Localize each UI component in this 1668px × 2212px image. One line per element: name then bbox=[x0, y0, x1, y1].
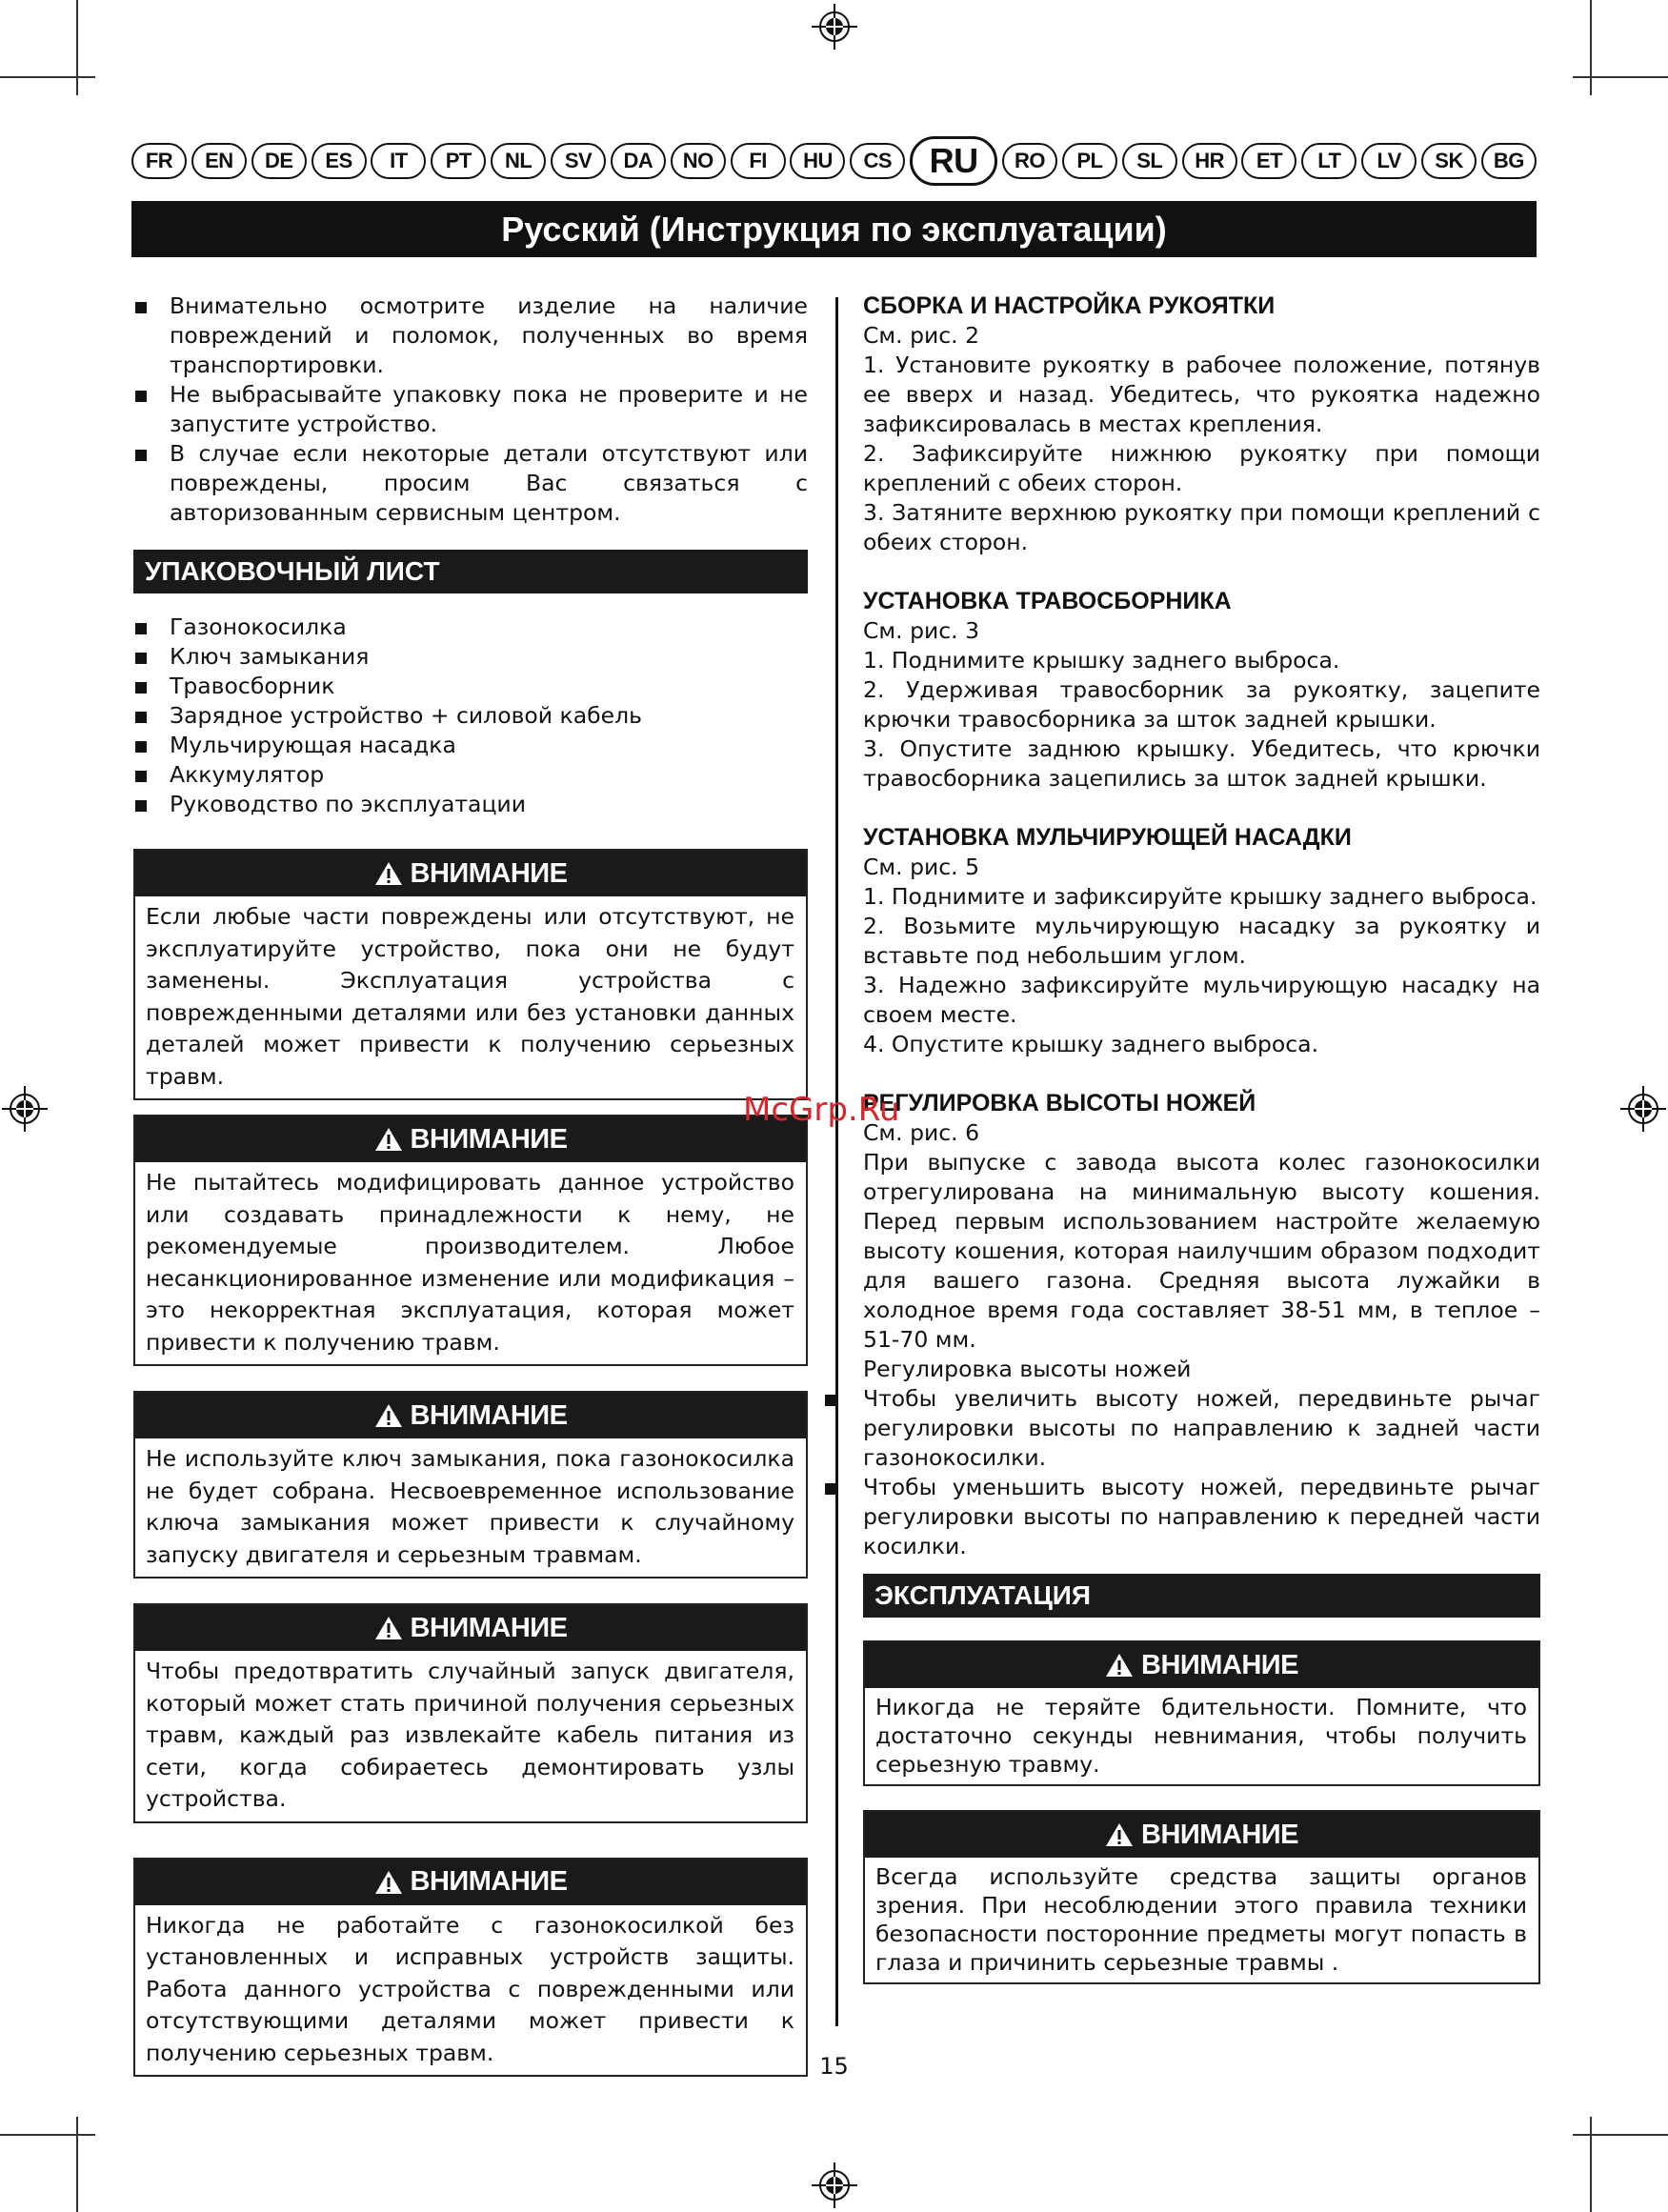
warning-triangle-icon bbox=[374, 1127, 403, 1152]
warning-title: ВНИМАНИЕ bbox=[410, 1399, 568, 1431]
list-item: Травосборник bbox=[133, 672, 808, 701]
list-item: Чтобы уменьшить высоту ножей, передвиньте рычаг регулировки высоты по направлению к передней части косилки. bbox=[823, 1473, 1540, 1561]
language-bar bbox=[131, 136, 1537, 186]
warning-box bbox=[133, 849, 808, 1100]
step: 1. Установите рукоятку в рабочее положение, потянув ее вверх и назад. Убедитесь, что рукоятка надежно зафиксировалась в местах крепления. bbox=[863, 352, 1540, 437]
warning-triangle-icon bbox=[374, 1870, 403, 1895]
paragraph: При выпуске с завода высота колес газонокосилки отрегулирована на минимальную высоту кошения. Перед первым использованием настройте желаемую высоту кошения, которая наилучшим образом подходит для вашего газона. Средняя высота лужайки в холодное время года составляет 38-51 мм, в теплое – 51-70 мм. bbox=[863, 1149, 1540, 1353]
crop-mark bbox=[1590, 2117, 1592, 2212]
list-item: Зарядное устройство + силовой кабель bbox=[133, 701, 808, 731]
list-item: Ключ замыкания bbox=[133, 642, 808, 672]
packing-list bbox=[133, 613, 808, 819]
left-column bbox=[133, 292, 808, 2077]
language-tab-hu[interactable]: HU bbox=[790, 143, 845, 179]
figure-reference: См. рис. 6 bbox=[863, 1119, 980, 1146]
language-tab-de[interactable]: DE bbox=[251, 143, 307, 179]
crop-mark bbox=[1573, 2134, 1668, 2136]
list-item: Аккумулятор bbox=[133, 760, 808, 790]
operation-heading: ЭКСПЛУАТАЦИЯ bbox=[863, 1574, 1540, 1618]
section-heading: УСТАНОВКА МУЛЬЧИРУЮЩЕЙ НАСАДКИ bbox=[863, 824, 1352, 851]
language-tab-cs[interactable]: CS bbox=[850, 143, 905, 179]
language-tab-pl[interactable]: PL bbox=[1062, 143, 1117, 179]
watermark: McGrp.Ru bbox=[743, 1091, 900, 1129]
registration-mark-icon bbox=[812, 4, 857, 50]
warning-text: Никогда не теряйте бдительности. Помните, что достаточно секунды невнимания, чтобы получить серьезную травму. bbox=[875, 1694, 1527, 1778]
list-item: Мульчирующая насадка bbox=[133, 731, 808, 760]
language-tab-lv[interactable]: LV bbox=[1361, 143, 1417, 179]
step: 3. Опустите заднюю крышку. Убедитесь, что крючки травосборника зацепились за шток задней крышки. bbox=[863, 735, 1540, 792]
warning-triangle-icon bbox=[374, 1616, 403, 1640]
warning-triangle-icon bbox=[374, 861, 403, 886]
language-tab-no[interactable]: NO bbox=[671, 143, 726, 179]
language-tab-hr[interactable]: HR bbox=[1182, 143, 1237, 179]
registration-mark-icon bbox=[812, 2162, 857, 2208]
registration-mark-icon bbox=[1620, 1086, 1666, 1132]
warning-triangle-icon bbox=[1105, 1822, 1134, 1847]
language-tab-es[interactable]: ES bbox=[311, 143, 367, 179]
list-item: Внимательно осмотрите изделие на наличие повреждений и поломок, полученных во время транспортировки. bbox=[133, 292, 808, 380]
warning-box bbox=[133, 1391, 808, 1579]
section-heading: СБОРКА И НАСТРОЙКА РУКОЯТКИ bbox=[863, 292, 1276, 319]
language-tab-nl[interactable]: NL bbox=[491, 143, 546, 179]
language-tab-sv[interactable]: SV bbox=[551, 143, 606, 179]
step: 2. Возьмите мульчирующую насадку за рукоятку и вставьте под небольшим углом. bbox=[863, 913, 1540, 969]
warning-text: Всегда используйте средства защиты органов зрения. При несоблюдении этого правила техники безопасности посторонние предметы могут попасть в глаза и причинить серьезные травмы . bbox=[875, 1863, 1527, 1976]
list-item: Чтобы увеличить высоту ножей, передвиньте рычаг регулировки высоты по направлению к задней части газонокосилки. bbox=[823, 1384, 1540, 1473]
warning-title: ВНИМАНИЕ bbox=[1141, 1649, 1298, 1680]
list-item: Газонокосилка bbox=[133, 613, 808, 642]
page-title: Русский (Инструкция по эксплуатации) bbox=[131, 201, 1537, 257]
intro-list bbox=[133, 292, 808, 528]
language-tab-fr[interactable]: FR bbox=[131, 143, 187, 179]
warning-text: Не используйте ключ замыкания, пока газонокосилка не будет собрана. Несвоевременное использование ключа замыкания может привести к случайному запуску двигателя и серьезным травмам. bbox=[146, 1445, 794, 1568]
step: 1. Поднимите и зафиксируйте крышку заднего выброса. bbox=[863, 883, 1537, 910]
language-tab-fi[interactable]: FI bbox=[731, 143, 786, 179]
warning-text: Если любые части повреждены или отсутствуют, не эксплуатируйте устройство, пока они не будут заменены. Эксплуатация устройства с поврежденными деталями или без установки данных деталей может привести к получению серьезных травм. bbox=[146, 903, 794, 1090]
step: 2. Удерживая травосборник за рукоятку, зацепите крючки травосборника за шток задней крышки. bbox=[863, 676, 1540, 733]
step: 4. Опустите крышку заднего выброса. bbox=[863, 1031, 1319, 1057]
packing-list-heading: УПАКОВОЧНЫЙ ЛИСТ bbox=[133, 550, 808, 593]
language-tab-en[interactable]: EN bbox=[191, 143, 247, 179]
warning-box bbox=[133, 1115, 808, 1366]
language-tab-lt[interactable]: LT bbox=[1301, 143, 1357, 179]
language-tab-et[interactable]: ET bbox=[1241, 143, 1296, 179]
figure-reference: См. рис. 2 bbox=[863, 322, 980, 349]
step: 3. Надежно зафиксируйте мульчирующую насадку на своем месте. bbox=[863, 972, 1540, 1028]
warning-text: Чтобы предотвратить случайный запуск двигателя, который может стать причиной получения серьезных травм, каждый раз извлекайте кабель питания из сети, когда собираетесь демонтировать узлы устройства. bbox=[146, 1658, 794, 1812]
crop-mark bbox=[1590, 0, 1592, 95]
figure-reference: См. рис. 3 bbox=[863, 617, 980, 644]
registration-mark-icon bbox=[2, 1086, 48, 1132]
warning-title: ВНИМАНИЕ bbox=[410, 857, 568, 889]
language-tab-bg[interactable]: BG bbox=[1481, 143, 1537, 179]
language-tab-it[interactable]: IT bbox=[371, 143, 426, 179]
section-heading: РЕГУЛИРОВКА ВЫСОТЫ НОЖЕЙ bbox=[863, 1090, 1256, 1116]
language-tab-da[interactable]: DA bbox=[611, 143, 666, 179]
step: 2. Зафиксируйте нижнюю рукоятку при помощи креплений с обеих сторон. bbox=[863, 440, 1540, 496]
language-tab-sl[interactable]: SL bbox=[1122, 143, 1177, 179]
language-tab-sk[interactable]: SK bbox=[1421, 143, 1477, 179]
warning-box bbox=[863, 1640, 1540, 1786]
list-item: Не выбрасывайте упаковку пока не проверите и не запустите устройство. bbox=[133, 380, 808, 439]
warning-triangle-icon bbox=[1105, 1653, 1134, 1678]
warning-triangle-icon bbox=[374, 1403, 403, 1428]
subheading: Регулировка высоты ножей bbox=[863, 1356, 1192, 1382]
crop-mark bbox=[0, 76, 95, 78]
crop-mark bbox=[0, 2134, 95, 2136]
warning-title: ВНИМАНИЕ bbox=[1141, 1819, 1298, 1850]
warning-text: Никогда не работайте с газонокосилкой без установленных и исправных устройств защиты. Работа данного устройства с поврежденными или отсутствующими деталями может привести к получению серьезных травм. bbox=[146, 1911, 794, 2066]
crop-mark bbox=[1573, 76, 1668, 78]
step: 3. Затяните верхнюю рукоятку при помощи креплений с обеих сторон. bbox=[863, 499, 1540, 555]
warning-box bbox=[863, 1810, 1540, 1984]
language-tab-ru[interactable]: RU bbox=[910, 136, 997, 186]
section-heading: УСТАНОВКА ТРАВОСБОРНИКА bbox=[863, 588, 1232, 614]
crop-mark bbox=[76, 2117, 78, 2212]
page-number: 15 bbox=[819, 2053, 849, 2080]
step: 1. Поднимите крышку заднего выброса. bbox=[863, 647, 1340, 674]
list-item: В случае если некоторые детали отсутствуют или повреждены, просим Вас связаться с авторизованным сервисным центром. bbox=[133, 439, 808, 528]
figure-reference: См. рис. 5 bbox=[863, 854, 980, 880]
warning-box bbox=[133, 1858, 808, 2078]
column-divider bbox=[835, 297, 838, 2026]
right-column bbox=[863, 292, 1540, 1984]
warning-box bbox=[133, 1603, 808, 1823]
crop-mark bbox=[76, 0, 78, 95]
language-tab-ro[interactable]: RO bbox=[1002, 143, 1057, 179]
warning-title: ВНИМАНИЕ bbox=[410, 1123, 568, 1155]
list-item: Руководство по эксплуатации bbox=[133, 790, 808, 819]
warning-text: Не пытайтесь модифицировать данное устройство или создавать принадлежности к нему, не рекомендуемые производителем. Любое несанкционированное изменение или модификация – это некорректная эксплуатация, которая может привести к получению травм. bbox=[146, 1169, 794, 1356]
language-tab-pt[interactable]: PT bbox=[431, 143, 486, 179]
warning-title: ВНИМАНИЕ bbox=[410, 1866, 568, 1897]
warning-title: ВНИМАНИЕ bbox=[410, 1612, 568, 1643]
